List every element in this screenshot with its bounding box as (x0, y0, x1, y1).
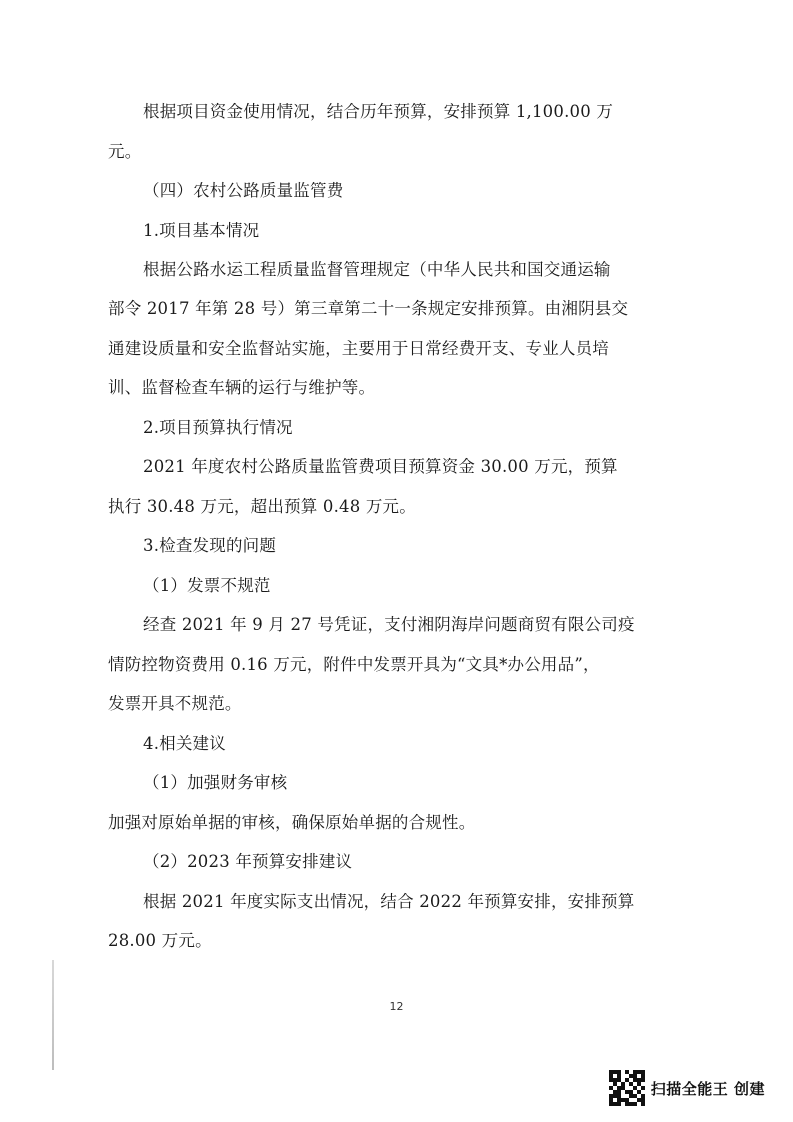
item-heading: （2）2023 年预算安排建议 (143, 852, 353, 871)
scanner-watermark (609, 1070, 765, 1106)
paragraph-line: 28.00 万元。 (108, 931, 212, 950)
paragraph-line: 经查 2021 年 9 月 27 号凭证，支付湘阴海岸问题商贸有限公司疫 (143, 615, 635, 634)
paragraph-line: 2021 年度农村公路质量监管费项目预算资金 30.00 万元，预算 (143, 457, 618, 476)
scan-edge-shadow (52, 960, 54, 1070)
paragraph-line: 通建设质量和安全监督站实施，主要用于日常经费开支、专业人员培 (108, 339, 609, 358)
subsection-heading: 2.项目预算执行情况 (143, 418, 293, 437)
paragraph-line: 加强对原始单据的审核，确保原始单据的合规性。 (108, 813, 476, 832)
paragraph-line: 根据公路水运工程质量监督管理规定（中华人民共和国交通运输 (143, 260, 611, 279)
paragraph-line: 元。 (108, 142, 142, 161)
paragraph-line: 训、监督检查车辆的运行与维护等。 (108, 378, 376, 397)
item-heading: （1）加强财务审核 (143, 773, 288, 792)
page-number: 12 (389, 1000, 404, 1013)
paragraph-line: 根据项目资金使用情况，结合历年预算，安排预算 1,100.00 万 (143, 102, 614, 121)
section-heading: （四）农村公路质量监管费 (143, 181, 344, 200)
subsection-heading: 1.项目基本情况 (143, 221, 260, 240)
subsection-heading: 4.相关建议 (143, 734, 226, 753)
qr-code-icon (609, 1070, 645, 1106)
item-heading: （1）发票不规范 (143, 576, 271, 595)
paragraph-line: 情防控物资费用 0.16 万元，附件中发票开具为“文具*办公用品”， (108, 655, 600, 674)
paragraph-line: 执行 30.48 万元，超出预算 0.48 万元。 (108, 497, 416, 516)
paragraph-line: 发票开具不规范。 (108, 694, 242, 713)
paragraph-line: 根据 2021 年度实际支出情况，结合 2022 年预算安排，安排预算 (143, 892, 635, 911)
subsection-heading: 3.检查发现的问题 (143, 536, 277, 555)
paragraph-line: 部令 2017 年第 28 号）第三章第二十一条规定安排预算。由湘阴县交 (108, 299, 629, 318)
watermark-text: 扫描全能王 创建 (650, 1079, 765, 1098)
